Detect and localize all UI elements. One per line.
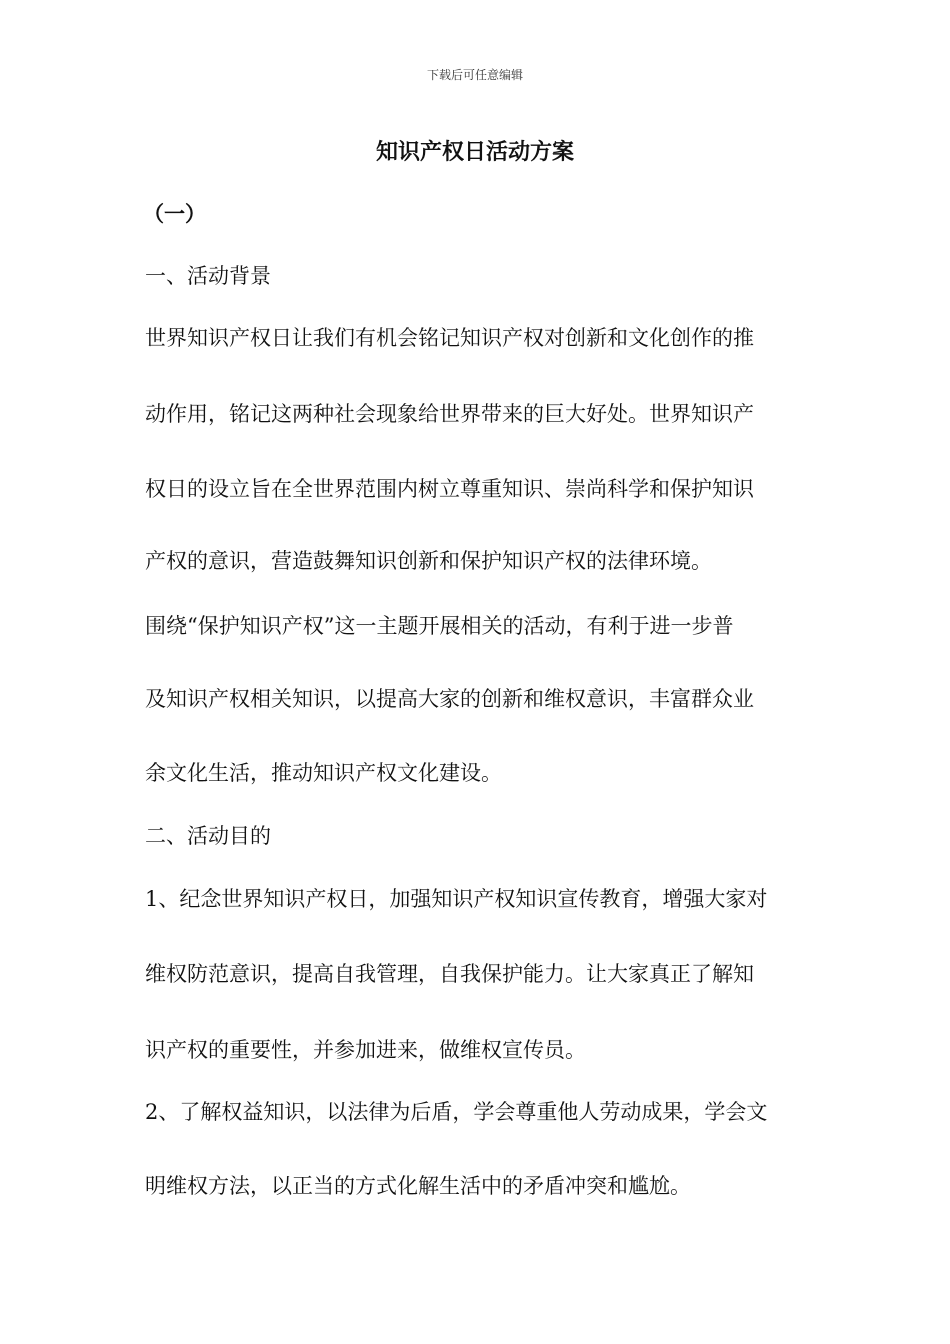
paragraph-line: 及知识产权相关知识，以提高大家的创新和维权意识，丰富群众业 bbox=[145, 687, 754, 711]
paragraph-line: 识产权的重要性，并参加进来，做维权宣传员。 bbox=[145, 1038, 586, 1062]
paragraph-line: 围绕“保护知识产权”这一主题开展相关的活动，有利于进一步普 bbox=[145, 614, 734, 638]
page-header-note: 下载后可任意编辑 bbox=[426, 68, 523, 82]
paragraph-line: 1、纪念世界知识产权日，加强知识产权知识宣传教育，增强大家对 bbox=[145, 887, 768, 911]
document-title: 知识产权日活动方案 bbox=[375, 139, 574, 165]
part-label: （一） bbox=[143, 201, 206, 226]
paragraph-line: 产权的意识，营造鼓舞知识创新和保护知识产权的法律环境。 bbox=[145, 549, 712, 573]
paragraph-line: 世界知识产权日让我们有机会铭记知识产权对创新和文化创作的推 bbox=[145, 326, 754, 350]
paragraph-line: 动作用，铭记这两种社会现象给世界带来的巨大好处。世界知识产 bbox=[145, 402, 754, 426]
paragraph-line: 余文化生活，推动知识产权文化建设。 bbox=[145, 761, 502, 785]
paragraph-line: 明维权方法，以正当的方式化解生活中的矛盾冲突和尴尬。 bbox=[145, 1174, 691, 1198]
paragraph-line: 权日的设立旨在全世界范围内树立尊重知识、崇尚科学和保护知识 bbox=[145, 477, 754, 501]
section-heading-purpose: 二、活动目的 bbox=[145, 824, 271, 848]
paragraph-line: 维权防范意识，提高自我管理，自我保护能力。让大家真正了解知 bbox=[145, 962, 754, 986]
section-heading-background: 一、活动背景 bbox=[145, 264, 271, 288]
paragraph-line: 2、了解权益知识，以法律为后盾，学会尊重他人劳动成果，学会文 bbox=[145, 1100, 768, 1124]
